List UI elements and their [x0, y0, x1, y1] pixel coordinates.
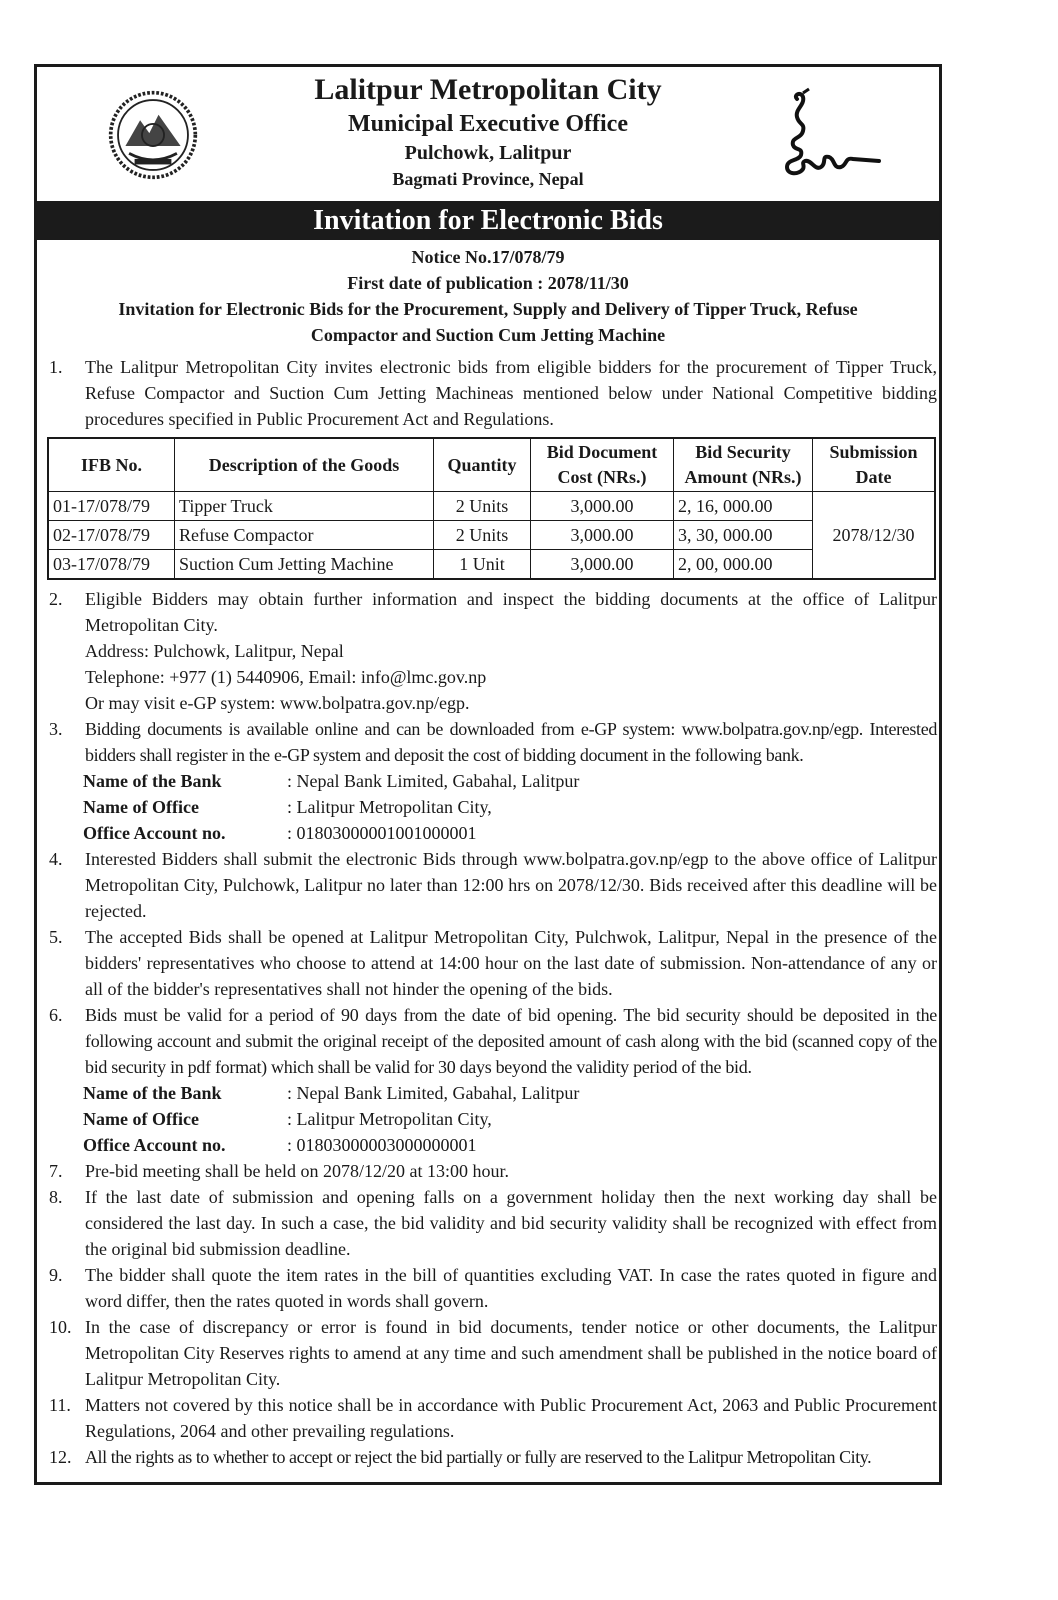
- subject-line-2: Compactor and Suction Cum Jetting Machine: [310, 325, 666, 345]
- list-item: 7. Pre-bid meeting shall be held on 2078/12/20 at 13:00 hour.: [49, 1161, 509, 1181]
- notice-number: Notice No.17/078/79: [411, 247, 565, 267]
- notice-frame: [34, 64, 942, 1485]
- ifb-cell: 01-17/078/79: [48, 492, 175, 521]
- description-cell: Suction Cum Jetting Machine: [175, 550, 434, 580]
- notice-body: [47, 354, 937, 1470]
- security-cell: 3, 30, 000.00: [674, 521, 813, 550]
- bank-details-1: Name of the Bank : Nepal Bank Limited, Gabahal, Lalitpur Name of Office : Lalitpur Metropolitan City, Office Account no. : 01803000001001000001: [83, 771, 580, 843]
- submission-date-cell: 2078/12/30: [813, 492, 936, 580]
- list-item: 3. Bidding documents is available online and can be downloaded from e-GP system: www.bolpatra.gov.np/egp. Interested bidders shall register in the e-GP system and deposit the cost of bidding document in the following bank.: [49, 719, 937, 765]
- ifb-cell: 03-17/078/79: [48, 550, 175, 580]
- description-cell: Tipper Truck: [175, 492, 434, 521]
- list-item: 8. If the last date of submission and opening falls on a government holiday then the next working day shall be considered the last day. In such a case, the bid validity and bid security validity shall be recognized with effect from the original bid submission deadline.: [49, 1187, 937, 1259]
- quantity-cell: 2 Units: [434, 492, 531, 521]
- doc-cost-cell: 3,000.00: [531, 550, 674, 580]
- table-header: Description of the Goods: [175, 438, 434, 492]
- table-header: Submission Date: [813, 438, 936, 492]
- contact-telephone: Telephone: +977 (1) 5440906, Email: info@lmc.gov.np: [85, 667, 487, 687]
- quantity-cell: 1 Unit: [434, 550, 531, 580]
- list-item: 5. The accepted Bids shall be opened at Lalitpur Metropolitan City, Pulchwok, Lalitpur, Nepal in the presence of the bidders' representatives who choose to attend at 14:00 hour on the last date of submission. Non-attendance of any or all of the bidder's representatives shall not hinder the opening of the bids.: [49, 927, 937, 999]
- list-item: 4. Interested Bidders shall submit the electronic Bids through www.bolpatra.gov.np/egp to the above office of Lalitpur Metropolitan City, Pulchowk, Lalitpur no later than 12:00 hrs on 2078/12/30. Bids received after this deadline will be rejected.: [49, 849, 937, 921]
- description-cell: Refuse Compactor: [175, 521, 434, 550]
- city-title: Lalitpur Metropolitan City: [314, 73, 662, 106]
- security-cell: 2, 16, 000.00: [674, 492, 813, 521]
- subject-line-1: Invitation for Electronic Bids for the Procurement, Supply and Delivery of Tipper Truck, Refuse: [118, 299, 858, 319]
- contact-address: Address: Pulchowk, Lalitpur, Nepal: [85, 641, 344, 661]
- list-item: 6. Bids must be valid for a period of 90 days from the date of bid opening. The bid security should be deposited in the following account and submit the original receipt of the deposited amount of cash along with the bid (scanned copy of the bid security in pdf format) which shall be valid for 30 days beyond the validity period of the bid.: [49, 1005, 937, 1077]
- list-item: 9. The bidder shall quote the item rates in the bill of quantities excluding VAT. In case the rates quoted in figure and word differ, then the rates quoted in words shall govern.: [49, 1265, 937, 1311]
- list-item: 12. All the rights as to whether to accept or reject the bid partially or fully are reserved to the Lalitpur Metropolitan City.: [49, 1447, 872, 1467]
- table-header: Quantity: [434, 438, 531, 492]
- table-header: Bid Security Amount (NRs.): [674, 438, 813, 492]
- bank-details-2: Name of the Bank : Nepal Bank Limited, Gabahal, Lalitpur Name of Office : Lalitpur Metropolitan City, Office Account no. : 01803000003000000001: [83, 1083, 580, 1155]
- address-line-1: Pulchowk, Lalitpur: [404, 142, 572, 164]
- list-item: 2. Eligible Bidders may obtain further information and inspect the bidding documents at the office of Lalitpur Metropolitan City. Address: Pulchowk, Lalitpur, Nepal Telephone: +977 (1) 5440906, Email: info@lmc.gov.np Or may visit e-GP system: www.bolpatra.gov.np/egp.: [49, 589, 937, 713]
- security-cell: 2, 00, 000.00: [674, 550, 813, 580]
- doc-cost-cell: 3,000.00: [531, 492, 674, 521]
- list-item: 10. In the case of discrepancy or error is found in bid documents, tender notice or other documents, the Lalitpur Metropolitan City Reserves rights to amend at any time and such amendment shall be published in the notice board of Lalitpur Metropolitan City.: [49, 1317, 937, 1389]
- publication-date: First date of publication : 2078/11/30: [347, 273, 629, 293]
- table-row: [48, 521, 935, 550]
- signature-icon: [775, 85, 885, 185]
- address-line-2: Bagmati Province, Nepal: [392, 169, 584, 189]
- quantity-cell: 2 Units: [434, 521, 531, 550]
- list-item: 11. Matters not covered by this notice shall be in accordance with Public Procurement Act, 2063 and Public Procurement Regulations, 2064 and other prevailing regulations.: [49, 1395, 937, 1441]
- egp-link-text: Or may visit e-GP system: www.bolpatra.gov.np/egp.: [85, 693, 470, 713]
- table-row: [48, 550, 935, 580]
- office-title: Municipal Executive Office: [348, 111, 628, 137]
- notice-header: [37, 67, 939, 201]
- ifb-cell: 02-17/078/79: [48, 521, 175, 550]
- table-header-row: [48, 438, 935, 492]
- list-item: 1. The Lalitpur Metropolitan City invites electronic bids from eligible bidders for the procurement of Tipper Truck, Refuse Compactor and Suction Cum Jetting Machineas mentioned below under National Competitive bidding procedures specified in Public Procurement Act and Regulations.: [49, 357, 937, 429]
- invitation-banner: Invitation for Electronic Bids: [37, 201, 939, 240]
- goods-table: [47, 437, 936, 580]
- table-header: Bid Document Cost (NRs.): [531, 438, 674, 492]
- table-header: IFB No.: [48, 438, 175, 492]
- table-row: [48, 492, 935, 521]
- doc-cost-cell: 3,000.00: [531, 521, 674, 550]
